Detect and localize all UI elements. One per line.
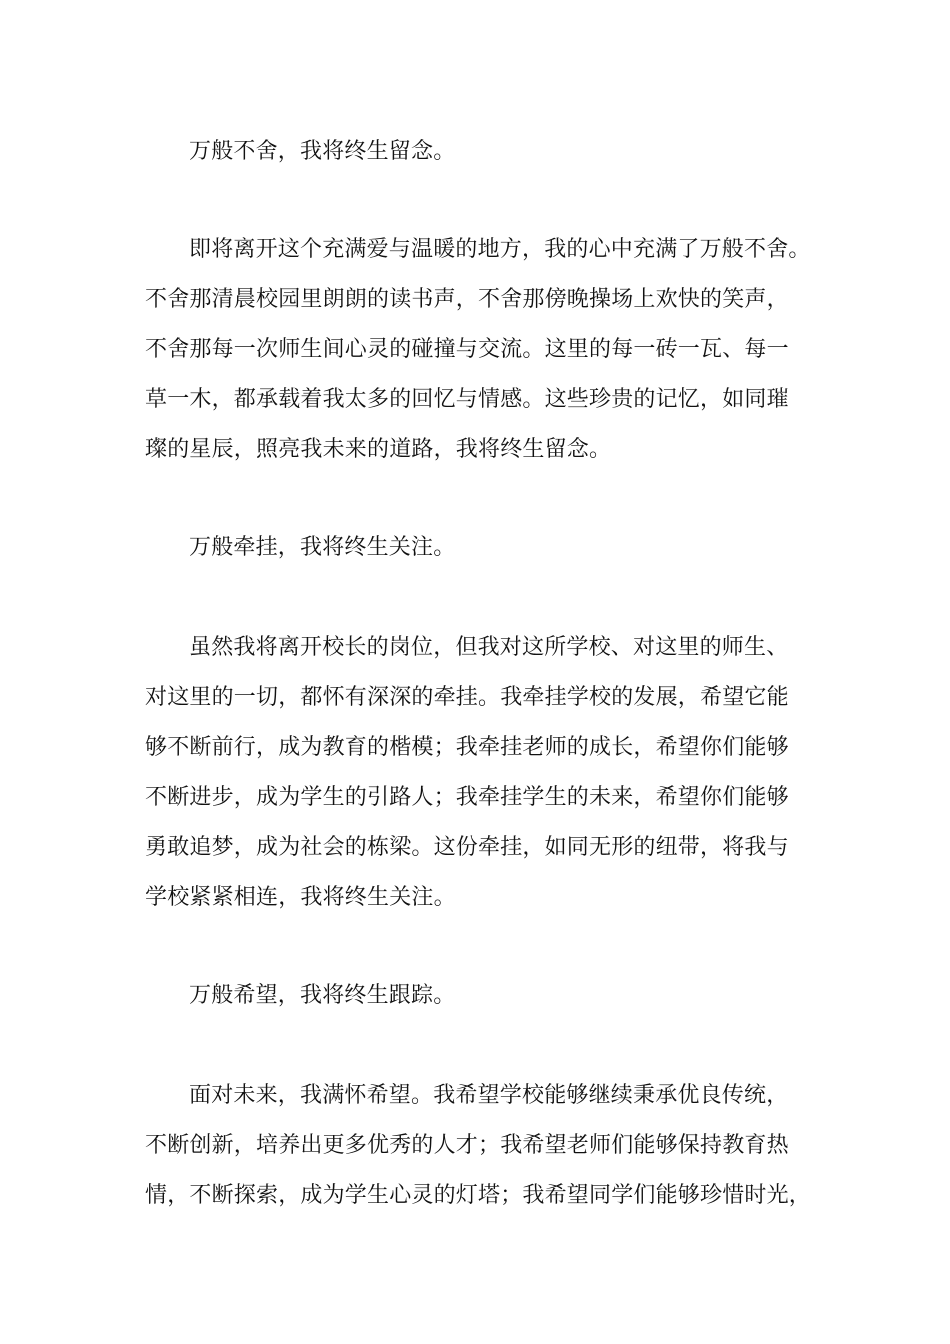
section-heading-1 [145,127,835,177]
paragraph-line: 勇敢追梦，成为社会的栋梁。这份牵挂，如同无形的纽带，将我与 [145,835,789,860]
section-heading-3 [145,971,835,1021]
paragraph-line: 璨的星辰，照亮我未来的道路，我将终生留念。 [145,437,612,462]
paragraph-line: 不断创新，培养出更多优秀的人才；我希望老师们能够保持教育热 [145,1133,789,1158]
section-body-2 [145,623,835,923]
heading-text: 万般不舍，我将终生留念。 [189,139,456,164]
paragraph-line: 面对未来，我满怀希望。我希望学校能够继续秉承优良传统， [189,1083,789,1108]
paragraph-line: 不舍那每一次师生间心灵的碰撞与交流。这里的每一砖一瓦、每一 [145,337,789,362]
paragraph-line: 即将离开这个充满爱与温暖的地方，我的心中充满了万般不舍。 [189,237,811,262]
paragraph-line: 对这里的一切，都怀有深深的牵挂。我牵挂学校的发展，希望它能 [145,685,789,710]
paragraph-line: 不舍那清晨校园里朗朗的读书声，不舍那傍晚操场上欢快的笑声， [145,287,789,312]
paragraph-line: 情，不断探索，成为学生心灵的灯塔；我希望同学们能够珍惜时光， [145,1183,812,1208]
heading-text: 万般牵挂，我将终生关注。 [189,535,456,560]
paragraph-line: 不断进步，成为学生的引路人；我牵挂学生的未来，希望你们能够 [145,785,789,810]
paragraph-line: 够不断前行，成为教育的楷模；我牵挂老师的成长，希望你们能够 [145,735,789,760]
section-heading-2 [145,523,835,573]
paragraph-line: 草一木，都承载着我太多的回忆与情感。这些珍贵的记忆，如同璀 [145,387,789,412]
section-body-1 [145,225,835,475]
section-body-3 [145,1071,835,1221]
paragraph-line: 学校紧紧相连，我将终生关注。 [145,885,456,910]
heading-text: 万般希望，我将终生跟踪。 [189,983,456,1008]
paragraph-line: 虽然我将离开校长的岗位，但我对这所学校、对这里的师生、 [189,635,789,660]
